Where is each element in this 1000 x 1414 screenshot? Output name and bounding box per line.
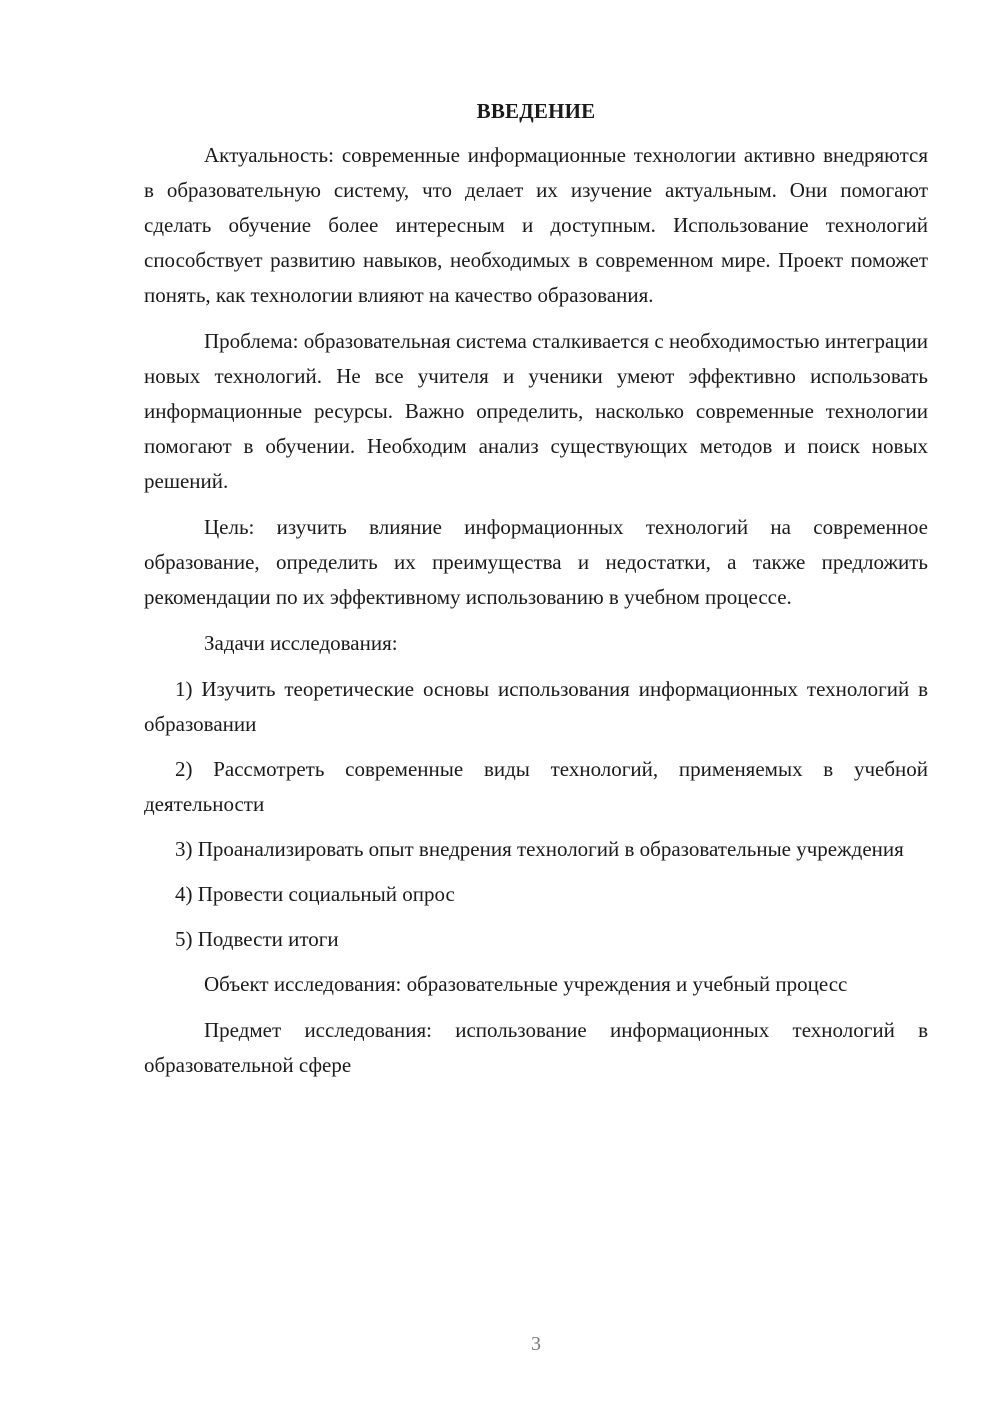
subject-paragraph: Предмет исследования: использование информационных технологий в образовательной сфере <box>144 1018 928 1077</box>
object-paragraph: Объект исследования: образовательные учреждения и учебный процесс <box>204 972 848 996</box>
list-item: 1) Изучить теоретические основы использования информационных технологий в образовании <box>144 677 928 736</box>
goal-paragraph: Цель: изучить влияние информационных технологий на современное образование, определить их преимущества и недостатки, а также предложить рекомендации по их эффективному использованию в учебном процессе. <box>144 515 928 609</box>
list-item: 5) Подвести итоги <box>175 927 339 951</box>
list-item: 3) Проанализировать опыт внедрения технологий в образовательные учреждения <box>175 837 904 861</box>
list-item: 4) Провести социальный опрос <box>175 882 455 906</box>
page-number: 3 <box>531 1333 541 1355</box>
tasks-list <box>144 672 928 957</box>
list-item: 2) Рассмотреть современные виды технологий, применяемых в учебной деятельности <box>144 757 928 816</box>
section-heading: ВВЕДЕНИЕ <box>476 99 596 123</box>
tasks-heading: Задачи исследования: <box>204 631 398 655</box>
document-page <box>144 96 928 1094</box>
relevance-paragraph: Актуальность: современные информационные технологии активно внедряются в образовательную систему, что делает их изучение актуальным. Они помогают сделать обучение более интересным и доступным. Использование технологий способствует развитию навыков, необходимых в современном мире. Проект поможет понять, как технологии влияют на качество образования. <box>144 143 928 307</box>
problem-paragraph: Проблема: образовательная система сталкивается с необходимостью интеграции новых технологий. Не все учителя и ученики умеют эффективно использовать информационные ресурсы. Важно определить, насколько современные технологии помогают в обучении. Необходим анализ существующих методов и поиск новых решений. <box>144 329 928 493</box>
